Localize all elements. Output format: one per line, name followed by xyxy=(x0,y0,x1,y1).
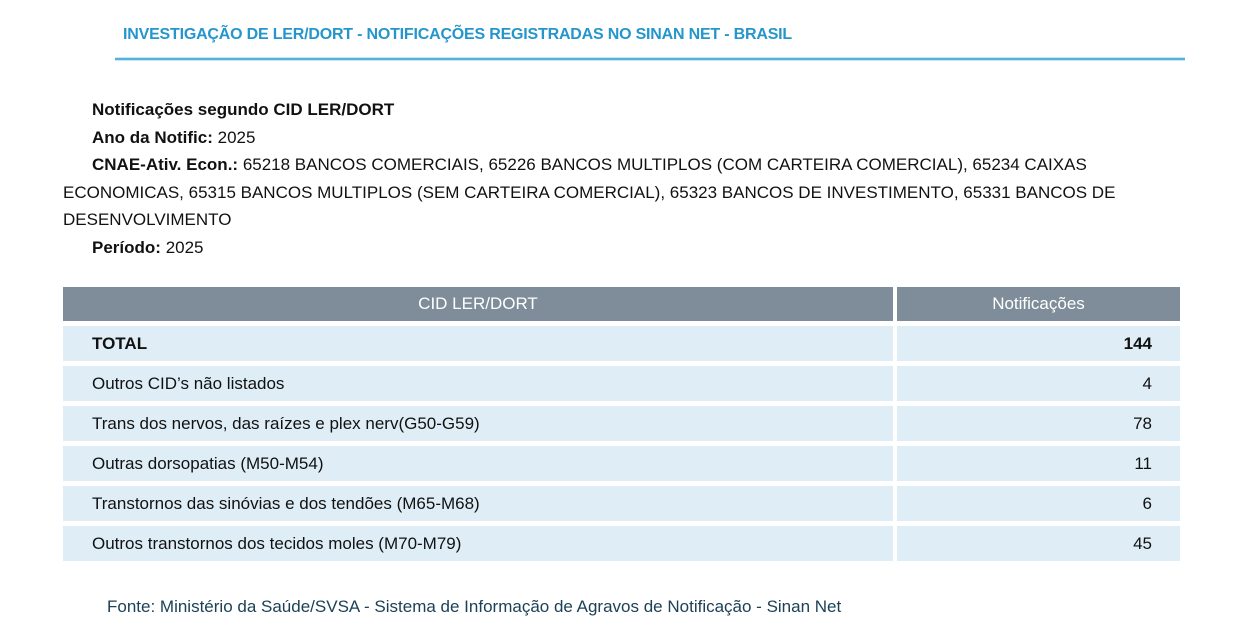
row-value: 11 xyxy=(897,446,1180,481)
row-value: 6 xyxy=(897,486,1180,521)
subtitle-text: Notificações segundo CID LER/DORT xyxy=(92,100,395,119)
row-value: 78 xyxy=(897,406,1180,441)
footer-source: Fonte: Ministério da Saúde/SVSA - Sistema de Informação de Agravos de Notificação - Sinan Net xyxy=(107,597,842,616)
row-label: Outros CID’s não listados xyxy=(63,366,893,401)
filter-periodo-value: 2025 xyxy=(165,237,204,257)
table-row xyxy=(63,526,1180,561)
filter-cnae-label: CNAE-Ativ. Econ.: xyxy=(92,155,239,174)
filter-ano xyxy=(63,124,1180,152)
filter-ano-value: 2025 xyxy=(217,127,256,147)
row-value: 144 xyxy=(897,326,1180,361)
column-header-cid: CID LER/DORT xyxy=(63,287,893,321)
table-row xyxy=(63,406,1180,441)
table-header-row xyxy=(63,287,1180,321)
filter-cnae xyxy=(63,151,1180,234)
row-label: Outras dorsopatias (M50-M54) xyxy=(63,446,893,481)
table-row xyxy=(63,366,1180,401)
table-row xyxy=(63,446,1180,481)
filter-ano-label: Ano da Notific: xyxy=(92,127,213,147)
row-value: 4 xyxy=(897,366,1180,401)
page-title: INVESTIGAÇÃO DE LER/DORT - NOTIFICAÇÕES REGISTRADAS NO SINAN NET - BRASIL xyxy=(123,26,792,43)
row-label: Trans dos nervos, das raízes e plex nerv(G50-G59) xyxy=(63,406,893,441)
row-value: 45 xyxy=(897,526,1180,561)
row-label: Outros transtornos dos tecidos moles (M70-M79) xyxy=(63,526,893,561)
title-rule xyxy=(115,58,1185,60)
row-label: TOTAL xyxy=(63,326,893,361)
notifications-table xyxy=(63,287,1180,561)
report-subtitle xyxy=(63,96,1180,124)
report-filters xyxy=(63,96,1180,261)
column-header-notificacoes: Notificações xyxy=(897,287,1180,321)
table-row xyxy=(63,486,1180,521)
filter-cnae-value: 65218 BANCOS COMERCIAIS, 65226 BANCOS MULTIPLOS (COM CARTEIRA COMERCIAL), 65234 CAIXAS ECONOMICAS, 65315 BANCOS MULTIPLOS (SEM CARTEIRA COMERCIAL), 65323 BANCOS DE INVESTIMENTO, 65331 BANCOS DE DESENVOLVIMENTO xyxy=(63,155,1116,229)
table-row-total xyxy=(63,326,1180,361)
filter-periodo-label: Período: xyxy=(92,237,161,257)
row-label: Transtornos das sinóvias e dos tendões (M65-M68) xyxy=(63,486,893,521)
filter-periodo xyxy=(63,234,1180,262)
